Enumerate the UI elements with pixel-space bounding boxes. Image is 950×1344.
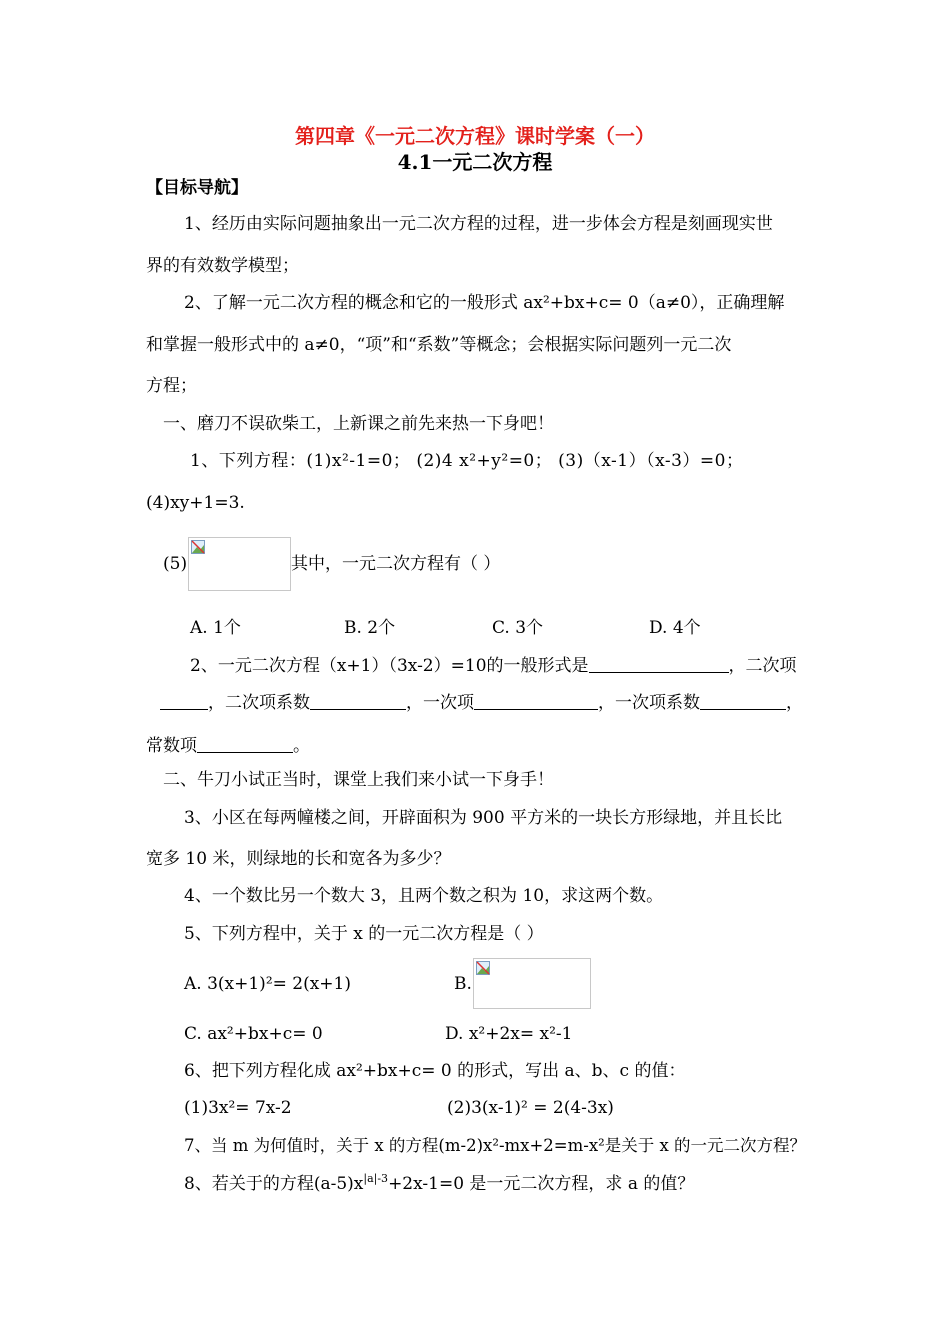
- q5-option-c: C. ax²+bx+c= 0: [184, 1024, 323, 1044]
- goal-2-line-3: 方程；: [146, 376, 197, 396]
- q1-option-a: A. 1个: [190, 618, 241, 638]
- goal-2-line-2: 和掌握一般形式中的 a≠0，“项”和“系数”等概念；会根据实际问题列一元二次: [146, 335, 732, 355]
- goal-1-line-1: 1、经历由实际问题抽象出一元二次方程的过程，进一步体会方程是刻画现实世: [184, 214, 773, 234]
- q1-option-b: B. 2个: [344, 618, 396, 638]
- answer-blank[interactable]: [589, 656, 729, 673]
- broken-image-icon: [191, 540, 205, 554]
- q3-line-2: 宽多 10 米，则绿地的长和宽各为多少？: [146, 849, 451, 869]
- q5-option-a: A. 3(x+1)²= 2(x+1): [184, 974, 352, 994]
- q6-item-2: (2)3(x-1)² = 2(4-3x): [447, 1098, 614, 1118]
- section-2-heading: 二、牛刀小试正当时，课堂上我们来小试一下身手！: [163, 770, 554, 790]
- answer-blank[interactable]: [474, 693, 598, 710]
- q1-item5-label: (5): [163, 554, 188, 574]
- q2-line-3: 常数项 。: [146, 736, 310, 756]
- q2-line-2: ，二次项系数 ，一次项 ，一次项系数 ，: [160, 693, 803, 712]
- answer-blank[interactable]: [700, 693, 786, 710]
- goal-1-line-2: 界的有效数学模型；: [146, 256, 299, 276]
- answer-blank[interactable]: [197, 736, 293, 753]
- q3-line-1: 3、小区在每两幢楼之间，开辟面积为 900 平方米的一块长方形绿地，并且长比: [184, 808, 783, 828]
- q4-text: 4、一个数比另一个数大 3，且两个数之积为 10，求这两个数。: [184, 886, 664, 906]
- q5-option-b-label: B.: [454, 974, 472, 994]
- answer-blank[interactable]: [160, 693, 208, 710]
- q2-line-1: 2、一元二次方程（x+1）（3x-2）=10的一般形式是 ，二次项: [190, 656, 797, 676]
- goal-2-line-1: 2、了解一元二次方程的概念和它的一般形式 ax²+bx+c= 0（a≠0），正确理解: [184, 293, 785, 313]
- q5-text: 5、下列方程中，关于 x 的一元二次方程是（ ）: [184, 924, 544, 944]
- q7-text: 7、当 m 为何值时，关于 x 的方程(m-2)x²-mx+2=m-x²是关于 x 的一元二次方程？: [184, 1136, 807, 1155]
- page-title: 第四章《一元二次方程》课时学案（一）: [295, 124, 655, 148]
- q6-text: 6、把下列方程化成 ax²+bx+c= 0 的形式，写出 a、b、c 的值：: [184, 1061, 686, 1081]
- q1-line-1: 1、下列方程：(1)x²-1=0； (2)4 x²+y²=0； (3)（x-1）（x-3）=0；: [190, 451, 744, 471]
- q1-line-2: (4)xy+1=3.: [146, 493, 245, 513]
- answer-blank[interactable]: [310, 693, 406, 710]
- goal-heading: 【目标导航】: [146, 178, 248, 198]
- broken-image-icon: [476, 961, 490, 975]
- q1-item5-text: 其中，一元二次方程有（ ）: [291, 554, 501, 574]
- page-subtitle: 4.1一元二次方程: [397, 150, 553, 174]
- q6-item-1: (1)3x²= 7x-2: [184, 1098, 292, 1118]
- section-1-heading: 一、磨刀不误砍柴工，上新课之前先来热一下身吧！: [163, 414, 554, 434]
- q5-option-d: D. x²+2x= x²-1: [445, 1024, 573, 1044]
- equation-image-placeholder: [473, 958, 591, 1009]
- equation-image-placeholder: [188, 537, 291, 591]
- q8-text: 8、若关于的方程$(a-5)x^{|a|-3}+2x-1=0$ 是一元二次方程，求 a 的值？: [184, 1172, 695, 1194]
- q1-option-c: C. 3个: [492, 618, 544, 638]
- q1-option-d: D. 4个: [649, 618, 701, 638]
